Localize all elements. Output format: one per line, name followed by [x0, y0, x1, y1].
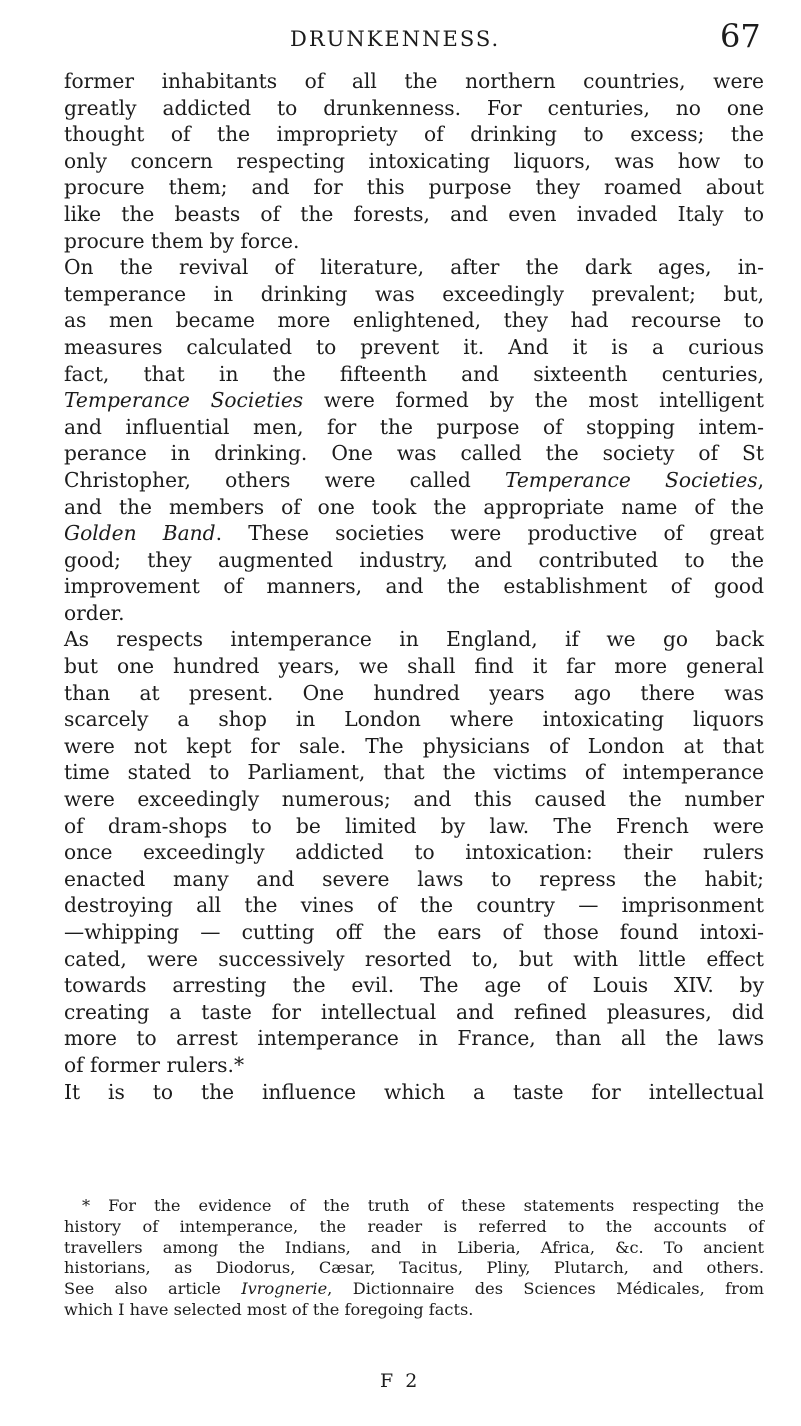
text-line: more to arrest intemperance in France, than all the laws [64, 1026, 764, 1051]
text-line: than at present. One hundred years ago there was [64, 680, 764, 705]
text-line: temperance in drinking was exceedingly prevalent; but, [64, 281, 764, 306]
running-head [0, 16, 801, 60]
italic-phrase: Golden Band [64, 521, 216, 546]
text-line: enacted many and severe laws to repress the habit; [64, 866, 764, 891]
text-line: of dram-shops to be limited by law. The French were [64, 813, 764, 838]
text-line: as men became more enlightened, they had recourse to [64, 308, 764, 333]
text-line: greatly addicted to drunkenness. For centuries, no one [64, 95, 764, 120]
text-line: order. [64, 600, 125, 625]
text-line: like the beasts of the forests, and even invaded Italy to [64, 201, 764, 226]
text-line: thought of the impropriety of drinking to excess; the [64, 122, 764, 147]
text-line: As respects intemperance in England, if we go back [64, 627, 764, 652]
text-line: —whipping — cutting off the ears of those found intoxi- [64, 920, 764, 944]
text-line: and influential men, for the purpose of stopping intem- [64, 414, 764, 439]
signature-mark: F 2 [380, 1370, 421, 1392]
footnote-line: travellers among the Indians, and in Liberia, Africa, &c. To ancient [64, 1237, 764, 1257]
text-line: cated, were successively resorted to, but with little effect [64, 946, 764, 971]
text-line: towards arresting the evil. The age of Louis XIV. by [64, 973, 764, 998]
footnote [64, 1196, 764, 1321]
body-text [64, 68, 764, 1105]
footnote-line: * For the evidence of the truth of these statements respecting the [82, 1196, 764, 1215]
footnote-line: which I have selected most of the foregoing facts. [64, 1299, 474, 1319]
text-line: former inhabitants of all the northern countries, were [64, 69, 764, 93]
text-line: and the members of one took the appropriate name of the [64, 494, 764, 519]
text-line: but one hundred years, we shall find it far more general [64, 654, 764, 679]
italic-phrase: Temperance Societies [64, 388, 304, 413]
text-line: good; they augmented industry, and contributed to the [64, 547, 764, 572]
footnote-line: See also article Ivrognerie, Dictionnaire des Sciences Médicales, from [64, 1279, 764, 1299]
text-line: scarcely a shop in London where intoxicating liquors [64, 707, 764, 732]
text-line: improvement of manners, and the establishment of good [64, 574, 764, 599]
footnote-line: history of intemperance, the reader is referred to the accounts of [64, 1216, 764, 1236]
text-line: fact, that in the fifteenth and sixteenth centuries, [64, 361, 764, 386]
text-line: time stated to Parliament, that the victims of intemperance [64, 760, 764, 785]
text-line: measures calculated to prevent it. And it is a curious [64, 334, 764, 359]
text-line: creating a taste for intellectual and refined pleasures, did [64, 999, 764, 1024]
text-line: procure them; and for this purpose they roamed about [64, 175, 764, 200]
text-line: perance in drinking. One was called the society of St [64, 441, 764, 466]
text-line: once exceedingly addicted to intoxication: their rulers [64, 840, 764, 865]
text-line: Temperance Societies were formed by the most intelligent [64, 388, 764, 413]
text-line: only concern respecting intoxicating liquors, was how to [64, 148, 764, 173]
text-line: of former rulers.* [64, 1052, 245, 1077]
italic-phrase: Ivrognerie [241, 1279, 328, 1299]
text-line: Christopher, others were called Temperance Societies, [64, 467, 764, 492]
text-line: On the revival of literature, after the dark ages, in- [64, 255, 764, 280]
text-line: It is to the influence which a taste for intellectual [64, 1079, 764, 1104]
italic-phrase: Temperance Societies [504, 467, 758, 492]
text-line: Golden Band. These societies were productive of great [64, 521, 765, 546]
text-line: were exceedingly numerous; and this caused the number [64, 787, 764, 812]
footnote-line: historians, as Diodorus, Cæsar, Tacitus, Pliny, Plutarch, and others. [64, 1258, 764, 1278]
text-line: procure them by force. [64, 228, 300, 253]
running-title: DRUNKENNESS. [290, 27, 501, 51]
page-number: 67 [720, 17, 761, 55]
text-line: were not kept for sale. The physicians of London at that [64, 733, 764, 758]
text-line: destroying all the vines of the country — imprisonment [64, 893, 764, 918]
